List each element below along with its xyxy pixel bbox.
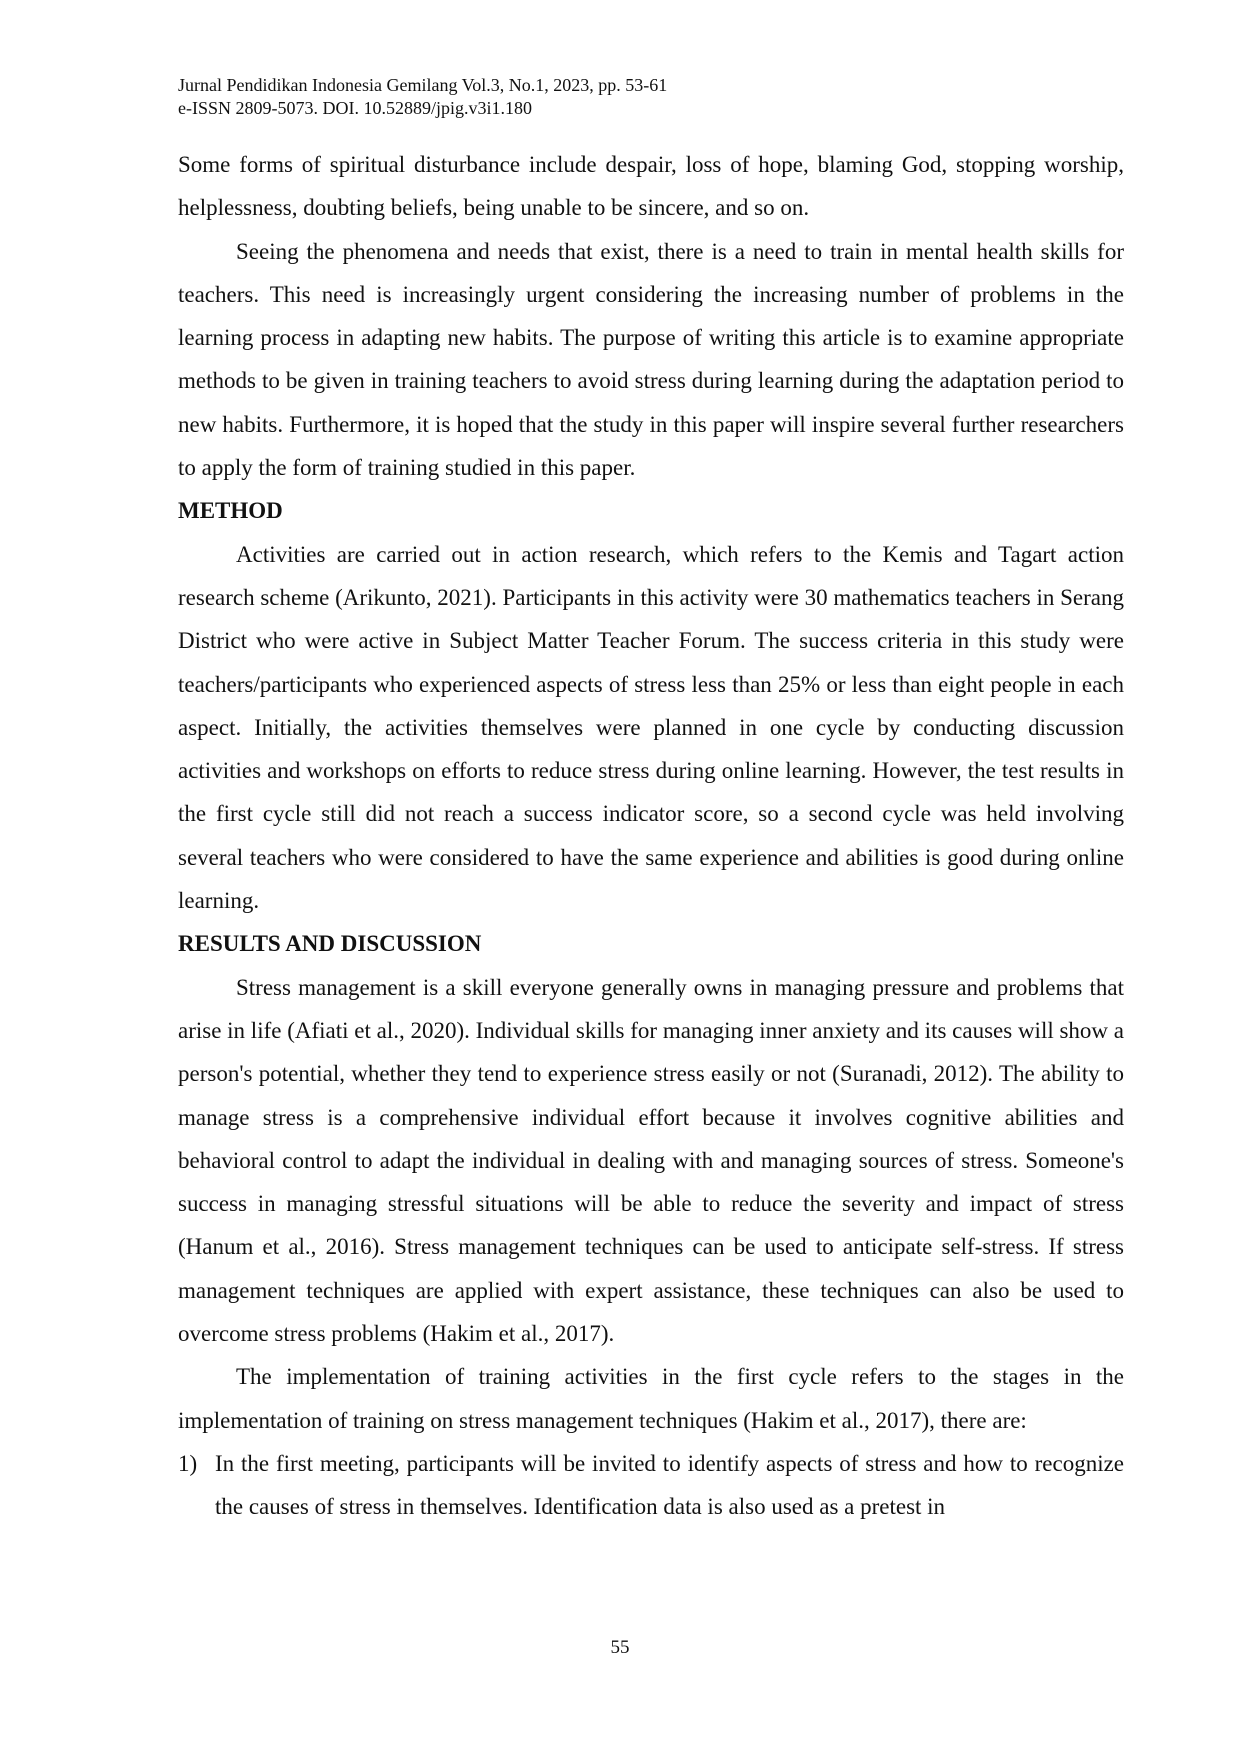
method-heading: METHOD: [178, 498, 283, 524]
page-number: 55: [610, 1637, 630, 1658]
paragraph-method: Activities are carried out in action research, which refers to the Kemis and Tagart action research scheme (Arikunto, 2021). Participants in this activity were 30 mathematics teachers in Serang District who were active in Subject Matter Teacher Forum. The success criteria in this study were teachers/participants who experienced aspects of stress less than 25% or less than eight people in each aspect. Initially, the activities themselves were planned in one cycle by conducting discussion activities and workshops on efforts to reduce stress during online learning. However, the test results in the first cycle still did not reach a success indicator score, so a second cycle was held involving several teachers who were considered to have the same experience and abilities is good during online learning.: [178, 541, 1124, 914]
results-heading: RESULTS AND DISCUSSION: [178, 931, 482, 957]
journal-citation: Jurnal Pendidikan Indonesia Gemilang Vol.3, No.1, 2023, pp. 53-61: [178, 75, 668, 95]
list-text: In the first meeting, participants will be invited to identify aspects of stress and how to recognize the causes of stress in themselves. Identification data is also used as a pretest in: [215, 1450, 1124, 1520]
running-header: [178, 74, 667, 120]
paragraph-first-cycle: The implementation of training activities in the first cycle refers to the stages in the implementation of training on stress management techniques (Hakim et al., 2017), there are:: [178, 1364, 1124, 1433]
paragraph-purpose: Seeing the phenomena and needs that exist, there is a need to train in mental health skills for teachers. This need is increasingly urgent considering the increasing number of problems in the learning process in adapting new habits. The purpose of writing this article is to examine appropriate methods to be given in training teachers to avoid stress during learning during the adaptation period to new habits. Furthermore, it is hoped that the study in this paper will inspire several further researchers to apply the form of training studied in this paper.: [178, 238, 1124, 481]
paragraph-spiritual-disturbance: Some forms of spiritual disturbance include despair, loss of hope, blaming God, stopping worship, helplessness, doubting beliefs, being unable to be sincere, and so on.: [178, 152, 1124, 221]
list-number: 1): [178, 1450, 198, 1476]
issn-doi: e-ISSN 2809-5073. DOI. 10.52889/jpig.v3i1.180: [178, 98, 532, 118]
list-item: [178, 1442, 1124, 1529]
article-body: [178, 143, 1124, 1529]
paragraph-stress-management: Stress management is a skill everyone generally owns in managing pressure and problems that arise in life (Afiati et al., 2020). Individual skills for managing inner anxiety and its causes will show a person's potential, whether they tend to experience stress easily or not (Suranadi, 2012). The ability to manage stress is a comprehensive individual effort because it involves cognitive abilities and behavioral control to adapt the individual in dealing with and managing sources of stress. Someone's success in managing stressful situations will be able to reduce the severity and impact of stress (Hanum et al., 2016). Stress management techniques can be used to anticipate self-stress. If stress management techniques are applied with expert assistance, these techniques can also be used to overcome stress problems (Hakim et al., 2017).: [178, 974, 1124, 1347]
